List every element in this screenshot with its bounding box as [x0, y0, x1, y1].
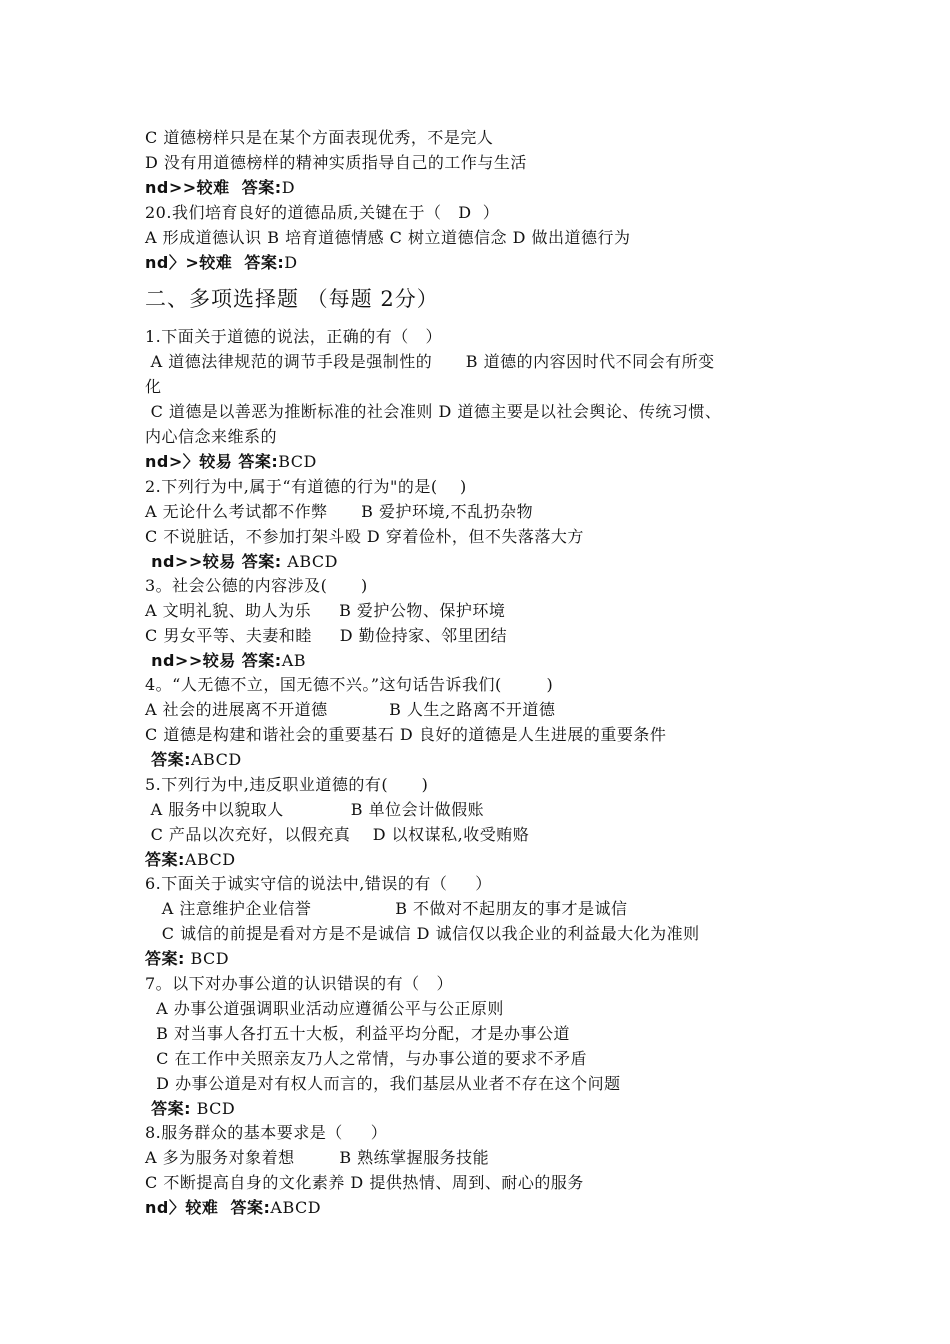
q19-option-d: D 没有用道德榜样的精神实质指导自己的工作与生活 [145, 153, 527, 172]
m7-option-c: C 在工作中关照亲友乃人之常情，与办事公道的要求不矛盾 [145, 1049, 588, 1068]
m1-options-ab-wrap: 化 [145, 377, 162, 396]
m8-stem: 8.服务群众的基本要求是（ ） [145, 1123, 388, 1142]
answer-value: ABCD [190, 750, 242, 769]
m1-stem: 1.下面关于道德的说法，正确的有（ ） [145, 327, 443, 346]
q20-options: A 形成道德认识 B 培育道德情感 C 树立道德信念 D 做出道德行为 [145, 228, 631, 247]
m7-option-b: B 对当事人各打五十大板，利益平均分配，才是办事公道 [145, 1024, 571, 1043]
m5-stem: 5.下列行为中,违反职业道德的有( ) [145, 775, 429, 794]
m1-options-cd: C 道德是以善恶为推断标准的社会准则 D 道德主要是以社会舆论、传统习惯、 [145, 402, 722, 421]
m3-answer [145, 651, 306, 671]
m6-stem: 6.下面关于诚实守信的说法中,错误的有（ ） [145, 874, 492, 893]
answer-label: 答案: [145, 750, 191, 769]
m3-stem: 3。社会公德的内容涉及( ) [145, 576, 368, 595]
m4-answer [145, 750, 242, 770]
section-title: 二、多项选择题 （每题 2分） [145, 287, 439, 311]
answer-label: 答案: [145, 949, 185, 968]
answer-label: nd>>较易 答案: [145, 651, 282, 670]
answer-label: nd>>较易 答案: [145, 552, 282, 571]
q19-answer [145, 178, 295, 198]
m8-options-cd: C 不断提高自身的文化素养 D 提供热情、周到、耐心的服务 [145, 1173, 584, 1192]
answer-value: D [284, 253, 298, 272]
m6-options-ab: A 注意维护企业信誉 B 不做对不起朋友的事才是诚信 [145, 899, 628, 918]
m1-answer [145, 452, 317, 472]
m3-options-cd: C 男女平等、夫妻和睦 D 勤俭持家、邻里团结 [145, 626, 508, 645]
m3-options-ab: A 文明礼貌、助人为乐 B 爱护公物、保护环境 [145, 601, 506, 620]
answer-value: BCD [278, 452, 317, 471]
answer-label: nd〉较难 答案: [145, 1198, 271, 1217]
m2-options-cd: C 不说脏话，不参加打架斗殴 D 穿着俭朴，但不失落落大方 [145, 527, 584, 546]
m4-stem: 4。“人无德不立，国无德不兴。”这句话告诉我们( ) [145, 675, 554, 694]
answer-value: AB [281, 651, 307, 670]
m2-stem: 2.下列行为中,属于“有道德的行为"的是( ) [145, 477, 467, 496]
m7-stem: 7。以下对办事公道的认识错误的有（ ） [145, 974, 453, 993]
m6-options-cd: C 诚信的前提是看对方是不是诚信 D 诚信仅以我企业的利益最大化为准则 [145, 924, 700, 943]
m2-answer [145, 552, 338, 572]
answer-value: BCD [184, 949, 230, 968]
m5-options-cd: C 产品以次充好，以假充真 D 以权谋私,收受贿赂 [145, 825, 530, 844]
answer-value: ABCD [270, 1198, 322, 1217]
answer-value: D [281, 178, 296, 197]
q20-stem: 20.我们培育良好的道德品质,关键在于（ D ） [145, 203, 500, 222]
m7-answer [145, 1099, 235, 1119]
m5-options-ab: A 服务中以貌取人 B 单位会计做假账 [145, 800, 485, 819]
m1-options-ab: A 道德法律规范的调节手段是强制性的 B 道德的内容因时代不同会有所变 [145, 352, 715, 371]
q20-answer [145, 253, 298, 273]
m2-options-ab: A 无论什么考试都不作弊 B 爱护环境,不乱扔杂物 [145, 502, 534, 521]
answer-label: 答案: [145, 1099, 191, 1118]
answer-value: ABCD [184, 850, 236, 869]
m4-options-ab: A 社会的进展离不开道德 B 人生之路离不开道德 [145, 700, 556, 719]
m1-options-cd-wrap: 内心信念来维系的 [145, 427, 278, 446]
answer-label: nd>〉较易 答案: [145, 452, 279, 471]
m8-answer [145, 1198, 321, 1218]
answer-value: BCD [190, 1099, 236, 1118]
m7-option-a: A 办事公道强调职业活动应遵循公平与公正原则 [145, 999, 504, 1018]
m7-option-d: D 办事公道是对有权人而言的，我们基层从业者不存在这个问题 [145, 1074, 621, 1093]
m4-options-cd: C 道德是构建和谐社会的重要基石 D 良好的道德是人生进展的重要条件 [145, 725, 667, 744]
answer-value: ABCD [281, 552, 338, 571]
answer-label: nd>>较难 答案: [145, 178, 282, 197]
answer-label: nd〉>较难 答案: [145, 253, 285, 272]
m8-options-ab: A 多为服务对象着想 B 熟练掌握服务技能 [145, 1148, 490, 1167]
q19-option-c: C 道德榜样只是在某个方面表现优秀，不是完人 [145, 128, 494, 147]
m5-answer [145, 850, 236, 870]
m6-answer [145, 949, 229, 969]
answer-label: 答案: [145, 850, 185, 869]
